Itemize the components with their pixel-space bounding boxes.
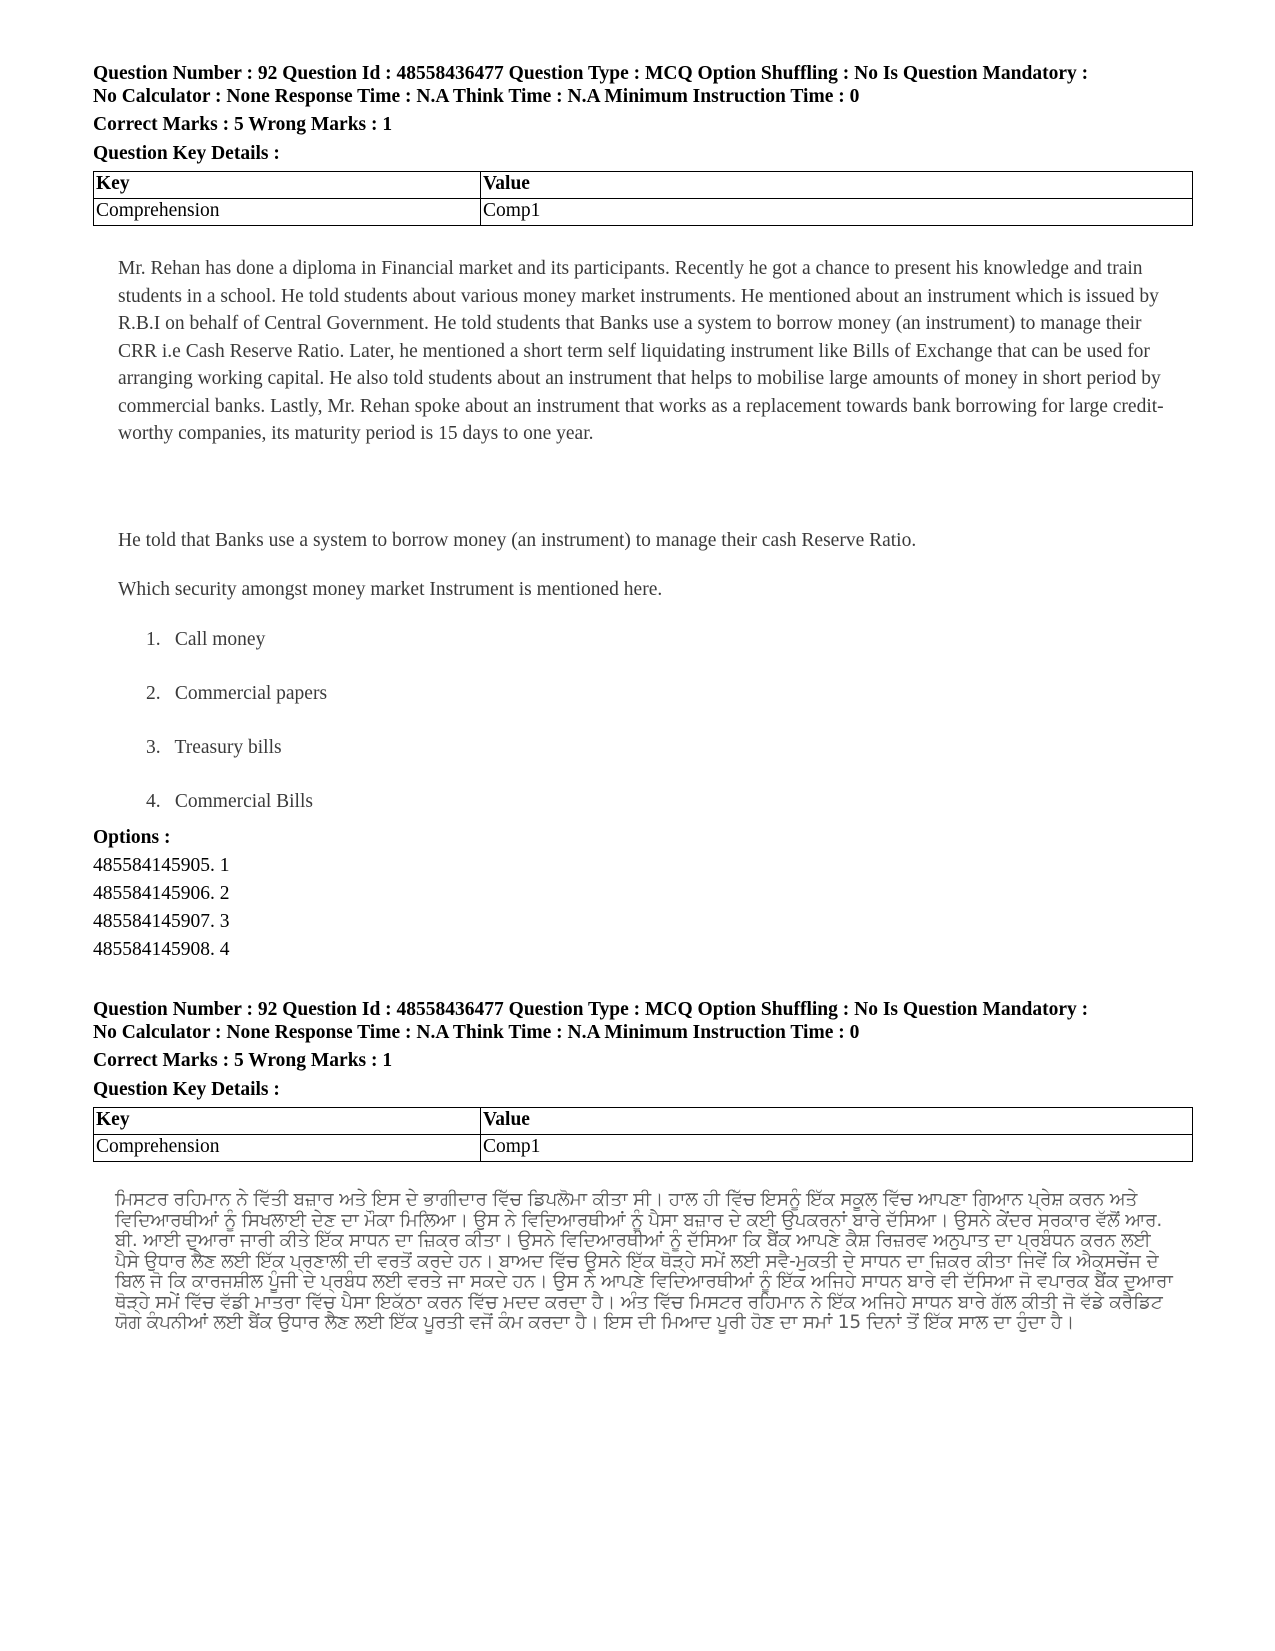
choice-item xyxy=(118,680,1168,734)
passage-text: Mr. Rehan has done a diploma in Financial market and its participants. Recently he got a chance to present his knowledge and train students in a school. He told students about various money market instruments. He mentioned about an instrument which is issued by R.B.I on behalf of Central Government. He told students that Banks use a system to borrow money (an instrument) to manage their CRR i.e Cash Reserve Ratio. Later, he mentioned a short term self liquidating instrument like Bills of Exchange that can be used for arranging working capital. He also told students about an instrument that helps to mobilise large amounts of money in short period by commercial banks. Lastly, Mr. Rehan spoke about an instrument that works as a replacement towards bank borrowing for large credit-worthy companies, its maturity period is 15 days to one year. xyxy=(118,258,1164,444)
question-stem xyxy=(118,527,1168,554)
option-item: 485584145906. 2 xyxy=(93,883,230,904)
choice-item xyxy=(118,734,1168,788)
choice-item xyxy=(118,626,1168,680)
choice-text: Call money xyxy=(174,629,266,650)
key-table-header-row xyxy=(94,172,1193,199)
key-details-label: Question Key Details : xyxy=(93,143,280,164)
passage-punjabi xyxy=(115,1190,1175,1334)
choice-text: Commercial Bills xyxy=(174,791,313,812)
options-block xyxy=(93,824,1193,964)
choice-text: Treasury bills xyxy=(174,737,282,758)
marks-line: Correct Marks : 5 Wrong Marks : 1 xyxy=(93,114,393,135)
key-details-table xyxy=(93,171,1193,226)
value-cell: Comp1 xyxy=(481,199,1193,226)
key-table-row xyxy=(94,1135,1193,1162)
question-meta-line-2: No Calculator : None Response Time : N.A Think Time : N.A Minimum Instruction Time : 0 xyxy=(93,1022,860,1043)
key-cell: Comprehension xyxy=(94,1135,481,1162)
answer-choices xyxy=(118,626,1168,842)
choice-text: Commercial papers xyxy=(174,683,328,704)
choice-number: 1. xyxy=(146,629,161,650)
key-table-header-row xyxy=(94,1108,1193,1135)
choice-list xyxy=(118,626,1168,842)
option-item: 485584145905. 1 xyxy=(93,855,230,876)
key-cell: Comprehension xyxy=(94,199,481,226)
options-label: Options : xyxy=(93,827,171,848)
option-item: 485584145908. 4 xyxy=(93,939,230,960)
key-table-row xyxy=(94,199,1193,226)
key-details-table xyxy=(93,1107,1193,1162)
value-cell: Comp1 xyxy=(481,1135,1193,1162)
question-meta-line-1: Question Number : 92 Question Id : 48558436477 Question Type : MCQ Option Shuffling : No Is Question Mandatory : xyxy=(93,63,1089,84)
key-details-label: Question Key Details : xyxy=(93,1079,280,1100)
question-stem-line-1: He told that Banks use a system to borrow money (an instrument) to manage their cash Reserve Ratio. xyxy=(118,530,917,551)
question-header-2 xyxy=(93,998,1193,1162)
question-stem-line-2: Which security amongst money market Instrument is mentioned here. xyxy=(118,579,663,600)
value-column-header: Value xyxy=(481,172,1193,199)
key-column-header: Key xyxy=(94,1108,481,1135)
question-prompt xyxy=(118,576,1168,603)
choice-number: 3. xyxy=(146,737,161,758)
value-column-header: Value xyxy=(481,1108,1193,1135)
option-item: 485584145907. 3 xyxy=(93,911,230,932)
passage-english xyxy=(118,255,1168,448)
question-meta-line-1: Question Number : 92 Question Id : 48558436477 Question Type : MCQ Option Shuffling : No Is Question Mandatory : xyxy=(93,999,1089,1020)
key-column-header: Key xyxy=(94,172,481,199)
question-header-1 xyxy=(93,62,1193,226)
marks-line: Correct Marks : 5 Wrong Marks : 1 xyxy=(93,1050,393,1071)
question-meta-line-2: No Calculator : None Response Time : N.A Think Time : N.A Minimum Instruction Time : 0 xyxy=(93,86,860,107)
choice-number: 2. xyxy=(146,683,161,704)
passage-punjabi-text: ਮਿਸਟਰ ਰਹਿਮਾਨ ਨੇ ਵਿੱਤੀ ਬਜ਼ਾਰ ਅਤੇ ਇਸ ਦੇ ਭਾਗੀਦਾਰ ਵਿੱਚ ਡਿਪਲੋਮਾ ਕੀਤਾ ਸੀ। ਹਾਲ ਹੀ ਵਿੱਚ ਇਸਨੂੰ ਇੱਕ ਸਕੂਲ ਵਿੱਚ ਆਪਣਾ ਗਿਆਨ ਪ੍ਰੇਸ਼ ਕਰਨ ਅਤੇ ਵਿਦਿਆਰਥੀਆਂ ਨੂੰ ਸਿਖਲਾਈ ਦੇਣ ਦਾ ਮੌਕਾ ਮਿਲਿਆ। ਉਸ ਨੇ ਵਿਦਿਆਰਥੀਆਂ ਨੂੰ ਪੈਸਾ ਬਜ਼ਾਰ ਦੇ ਕਈ ਉਪਕਰਨਾਂ ਬਾਰੇ ਦੱਸਿਆ। ਉਸਨੇ ਕੇਂਦਰ ਸਰਕਾਰ ਵੱਲੋਂ ਆਰ. ਬੀ. ਆਈ ਦੁਆਰਾ ਜਾਰੀ ਕੀਤੇ ਇੱਕ ਸਾਧਨ ਦਾ ਜ਼ਿਕਰ ਕੀਤਾ। ਉਸਨੇ ਵਿਦਿਆਰਥੀਆਂ ਨੂੰ ਦੱਸਿਆ ਕਿ ਬੈਂਕ ਆਪਣੇ ਕੈਸ਼ ਰਿਜ਼ਰਵ ਅਨੁਪਾਤ ਦਾ ਪ੍ਰਬੰਧਨ ਕਰਨ ਲਈ ਪੈਸੇ ਉਧਾਰ ਲੈਣ ਲਈ ਇੱਕ ਪ੍ਰਣਾਲੀ ਦੀ ਵਰਤੋਂ ਕਰਦੇ ਹਨ। ਬਾਅਦ ਵਿੱਚ ਉਸਨੇ ਇੱਕ ਥੋੜ੍ਹੇ ਸਮੇਂ ਲਈ ਸਵੈ-ਮੁਕਤੀ ਦੇ ਸਾਧਨ ਦਾ ਜ਼ਿਕਰ ਕੀਤਾ ਜਿਵੇਂ ਕਿ ਐਕਸਚੇਂਜ ਦੇ ਬਿਲ ਜੋ ਕਿ ਕਾਰਜਸ਼ੀਲ ਪੂੰਜੀ ਦੇ ਪ੍ਰਬੰਧ ਲਈ ਵਰਤੇ ਜਾ ਸਕਦੇ ਹਨ। ਉਸ ਨੇ ਆਪਣੇ ਵਿਦਿਆਰਥੀਆਂ ਨੂੰ ਇੱਕ ਅਜਿਹੇ ਸਾਧਨ ਬਾਰੇ ਵੀ ਦੱਸਿਆ ਜੋ ਵਪਾਰਕ ਬੈਂਕ ਦੁਆਰਾ ਥੋੜ੍ਹੇ ਸਮੇਂ ਵਿੱਚ ਵੱਡੀ ਮਾਤਰਾ ਵਿੱਚ ਪੈਸਾ ਇਕੱਠਾ ਕਰਨ ਵਿੱਚ ਮਦਦ ਕਰਦਾ ਹੈ। ਅੰਤ ਵਿੱਚ ਮਿਸਟਰ ਰਹਿਮਾਨ ਨੇ ਇੱਕ ਅਜਿਹੇ ਸਾਧਨ ਬਾਰੇ ਗੱਲ ਕੀਤੀ ਜੋ ਵੱਡੇ ਕਰੈਡਿਟ ਯੋਗ ਕੰਪਨੀਆਂ ਲਈ ਬੈਂਕ ਉਧਾਰ ਲੈਣ ਲਈ ਇੱਕ ਪੂਰਤੀ ਵਜੋਂ ਕੰਮ ਕਰਦਾ ਹੈ। ਇਸ ਦੀ ਮਿਆਦ ਪੂਰੀ ਹੋਣ ਦਾ ਸਮਾਂ 15 ਦਿਨਾਂ ਤੋਂ ਇੱਕ ਸਾਲ ਦਾ ਹੁੰਦਾ ਹੈ। xyxy=(115,1189,1173,1333)
choice-number: 4. xyxy=(146,791,161,812)
